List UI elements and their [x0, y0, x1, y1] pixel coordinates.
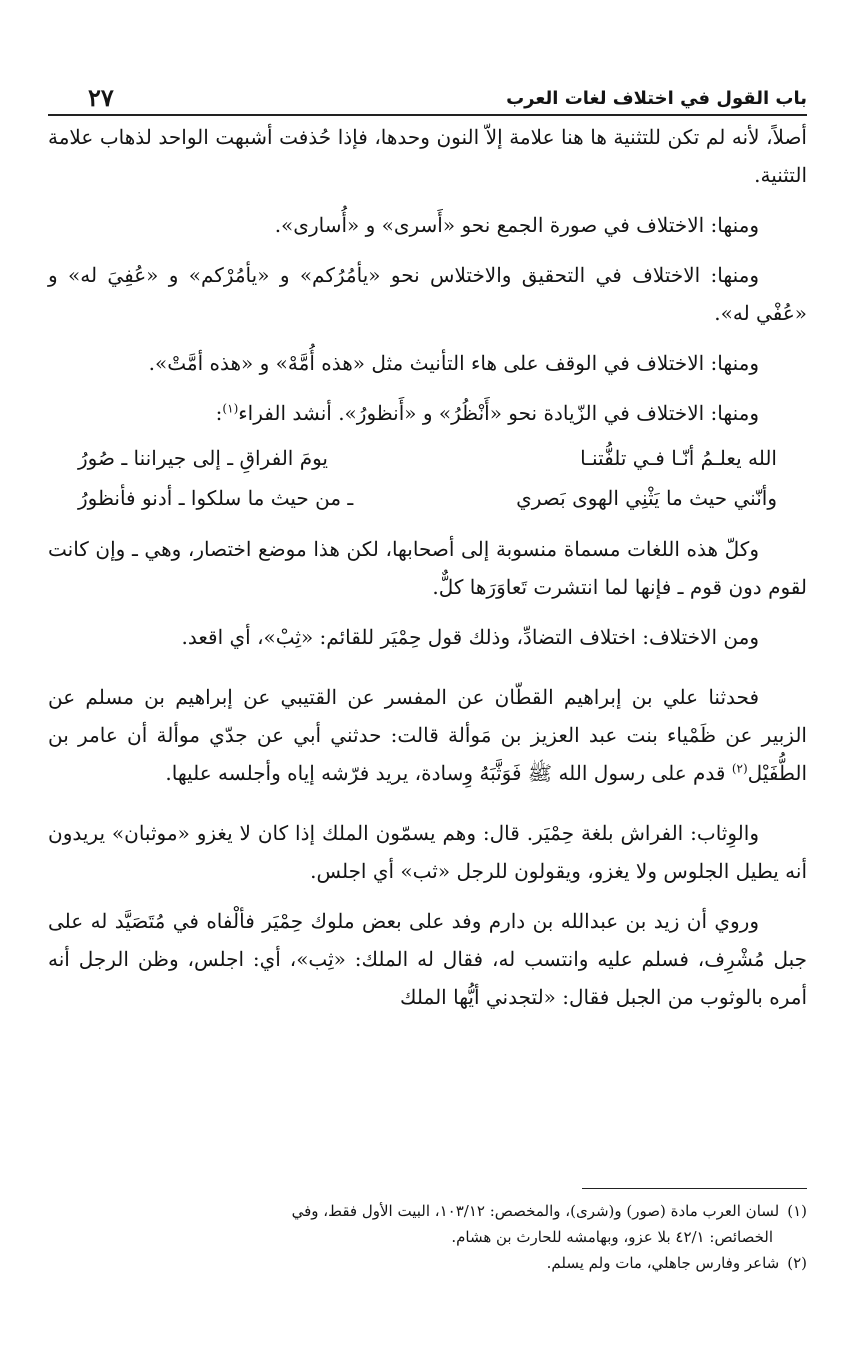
verse-line	[48, 438, 807, 478]
paragraph: ومنها: الاختلاف في التحقيق والاختلاس نحو «يأمُرُكم» و «يأمُرْكم» و «عُفِيَ له» و «عُفْي له».	[48, 263, 807, 325]
book-page	[48, 0, 807, 1367]
footnote-number: (٢)	[787, 1254, 807, 1272]
paragraph: ومنها: الاختلاف في الوقف على هاء التأنيث مثل «هذه أُمَّهْ» و «هذه أمَّتْ».	[148, 351, 759, 375]
footnote-text: شاعر وفارس جاهلي، مات ولم يسلم.	[546, 1254, 780, 1272]
page-number: ٢٧	[88, 83, 114, 112]
footnote-continuation: الخصائص: ٤٢/١ بلا عزو، وبهامشه للحارث بن هشام.	[451, 1228, 773, 1246]
paragraph-text: فحدثنا علي بن إبراهيم القطّان عن المفسر عن القتيبي عن إبراهيم بن مسلم عن الزبير عن ظَمْياء بنت عبد العزيز بن مَوألة قالت: حدثني أبي عن جدّي موألة أن عامر بن الطُّفَيْل	[48, 685, 807, 785]
verse-hemistich-1: وأنّني حيث ما يَثْنِي الهوى بَصري	[516, 486, 777, 510]
footnote-number: (١)	[787, 1202, 807, 1220]
footnote-ref: (٢)	[731, 761, 748, 776]
paragraph: ومنها: الاختلاف في صورة الجمع نحو «أَسرى» و «أُسارى».	[274, 213, 759, 237]
verse-hemistich-1: الله يعلـمُ أنّـا فـي تلفُّتنـا	[580, 446, 777, 470]
footnote	[48, 1198, 807, 1224]
verse-hemistich-2: ـ من حيث ما سلكوا ـ أدنو فأنظورُ	[78, 486, 354, 510]
chapter-title: باب القول في اختلاف لغات العرب	[506, 88, 807, 109]
paragraph: ومن الاختلاف: اختلاف التضادِّ، وذلك قول حِمْيَر للقائم: «ثِبْ»، أي اقعد.	[181, 625, 759, 649]
paragraph: أصلاً، لأنه لم تكن للتثنية ها هنا علامة إلاّ النون وحدها، فإذا حُذفت أشبهت الواحد لذهاب علامة التثنية.	[48, 125, 807, 187]
paragraph: والوِثاب: الفراش بلغة حِمْيَر. قال: وهم يسمّون الملك إذا كان لا يغزو «موثبان» يريدون أنه يطيل الجلوس ولا يغزو، ويقولون للرجل «ثب» أي اجلس.	[48, 821, 807, 883]
footnote-ref: (١)	[222, 401, 239, 416]
paragraph: وروي أن زيد بن عبدالله بن دارم وفد على بعض ملوك حِمْيَر فألْفاه في مُتَصَيَّد له على جبل مُشْرِف، فسلم عليه وانتسب له، فقال له الملك: «ثِب»، أي: اجلس، وظن الرجل أنه أمره بالوثوب من الجبل فقال: «لتجدني أيُّها الملك	[48, 909, 807, 1009]
paragraph-text: ومنها: الاختلاف في الزّيادة نحو «أَنْظُرُ» و «أَنظورُ». أنشد الفراء	[238, 401, 759, 425]
poem	[48, 438, 807, 518]
verse-line	[48, 478, 807, 518]
main-text	[48, 118, 807, 1016]
paragraph-with-footnote: ومنها: الاختلاف في الزّيادة نحو «أَنْظُرُ» و «أَنظورُ». أنشد الفراء$^{(١)}$:	[215, 401, 759, 425]
footnote-text: لسان العرب مادة (صور) و(شرى)، والمخصص: ١٠٣/١٢، البيت الأول فقط، وفي	[291, 1202, 780, 1220]
footnotes	[48, 1198, 807, 1276]
running-header	[48, 80, 807, 116]
paragraph-with-footnote	[48, 678, 807, 792]
footnote-separator	[582, 1188, 807, 1189]
footnote	[48, 1250, 807, 1276]
paragraph-text: قدم على رسول الله ﷺ فَوَثَّبَهُ وِسادة، يريد فرّشه إياه وأجلسه عليها.	[165, 761, 726, 785]
verse-hemistich-2: يومَ الفراقِ ـ إلى جيراننا ـ صُورُ	[78, 446, 328, 470]
paragraph: وكلّ هذه اللغات مسماة منسوبة إلى أصحابها، لكن هذا موضع اختصار، وهي ـ وإن كانت لقوم دون قوم ـ فإنها لما انتشرت تَعاوَرَها كلٌّ.	[48, 537, 807, 599]
